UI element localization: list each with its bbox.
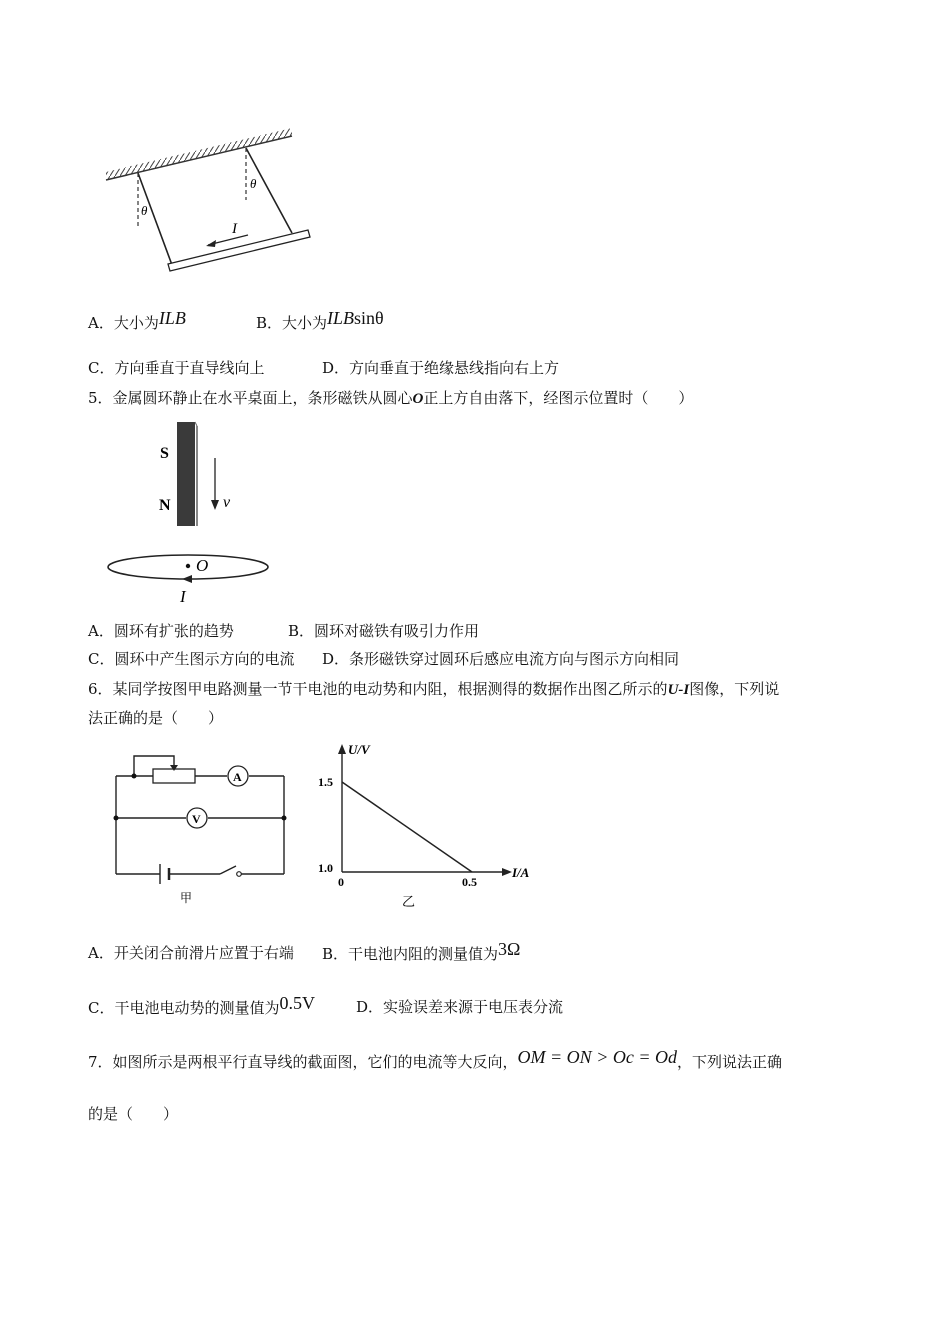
voltmeter-label: V (192, 812, 201, 826)
q4-option-a[interactable]: A．大小为ILB (88, 308, 186, 332)
string-left (138, 173, 172, 265)
q6-option-c[interactable]: C．干电池电动势的测量值为0.5V (88, 993, 315, 1017)
q5-option-b[interactable]: B．圆环对磁铁有吸引力作用 (288, 622, 480, 640)
center-dot (186, 564, 190, 568)
q4-option-b[interactable]: B．大小为ILBsinθ (256, 308, 384, 332)
chart-caption: 乙 (402, 894, 416, 909)
q6-ui-chart (310, 740, 550, 915)
q5-option-c[interactable]: C．圆环中产生图示方向的电流 (88, 650, 295, 668)
q5-figure (100, 418, 280, 608)
switch-contact (237, 872, 242, 877)
q4-figure (100, 120, 320, 280)
q6-option-a[interactable]: A．开关闭合前滑片应置于右端 (88, 944, 294, 962)
q4-option-d[interactable]: D．方向垂直于绝缘悬线指向右上方 (322, 359, 560, 377)
battery (160, 864, 169, 884)
chart-x-label: I/A (512, 865, 530, 880)
q7-stem-line1: 7．如图所示是两根平行直导线的截面图，它们的电流等大反向，OM = ON > Oc = Od，下列说法正确 (88, 1047, 782, 1071)
magnet-s-label: S (160, 445, 169, 462)
x-tick-label: 0.5 (462, 875, 477, 889)
center-o-label: O (196, 556, 209, 575)
q7-stem-line2: 的是（ ） (88, 1105, 179, 1123)
magnet-bar (177, 422, 195, 526)
q5-stem: 5．金属圆环静止在水平桌面上，条形磁铁从圆心O正上方自由落下，经图示位置时（ ） (88, 389, 694, 407)
circuit-caption: 甲 (180, 891, 193, 905)
q5-option-d[interactable]: D．条形磁铁穿过圆环后感应电流方向与图示方向相同 (322, 650, 680, 668)
current-arrowhead (206, 240, 216, 247)
y-axis-arrowhead (338, 744, 346, 754)
q6-stem-line2: 法正确的是（ ） (88, 709, 224, 727)
current-label: I (232, 221, 237, 237)
ring-current-arrowhead (182, 575, 192, 583)
q6-option-d[interactable]: D．实验误差来源于电压表分流 (356, 998, 564, 1016)
series-line-0 (342, 782, 472, 872)
ring-current-label: I (180, 587, 186, 606)
velocity-arrowhead (211, 500, 219, 510)
rheostat (153, 769, 195, 783)
magnet-n-label: N (159, 497, 171, 514)
angle-label-left: θ (141, 203, 148, 218)
q5-option-a[interactable]: A．圆环有扩张的趋势 (88, 622, 234, 640)
angle-label-right: θ (250, 176, 257, 191)
q6-stem-line1: 6．某同学按图甲电路测量一节干电池的电动势和内阻，根据测得的数据作出图乙所示的U-I图像，下列说 (88, 680, 780, 698)
q4-option-c[interactable]: C．方向垂直于直导线向上 (88, 359, 265, 377)
straight-wire (168, 230, 310, 271)
y-tick-label: 1.0 (318, 861, 333, 875)
velocity-label: v (223, 494, 231, 511)
ammeter-label: A (233, 770, 242, 784)
x-axis-arrowhead (502, 868, 512, 876)
x-tick-label: 0 (338, 875, 344, 889)
ceiling (106, 128, 292, 180)
q6-option-b[interactable]: B．干电池内阻的测量值为3Ω (322, 939, 521, 963)
q6-circuit (108, 740, 298, 910)
chart-y-label: U/V (348, 742, 370, 757)
y-tick-label: 1.5 (318, 775, 333, 789)
